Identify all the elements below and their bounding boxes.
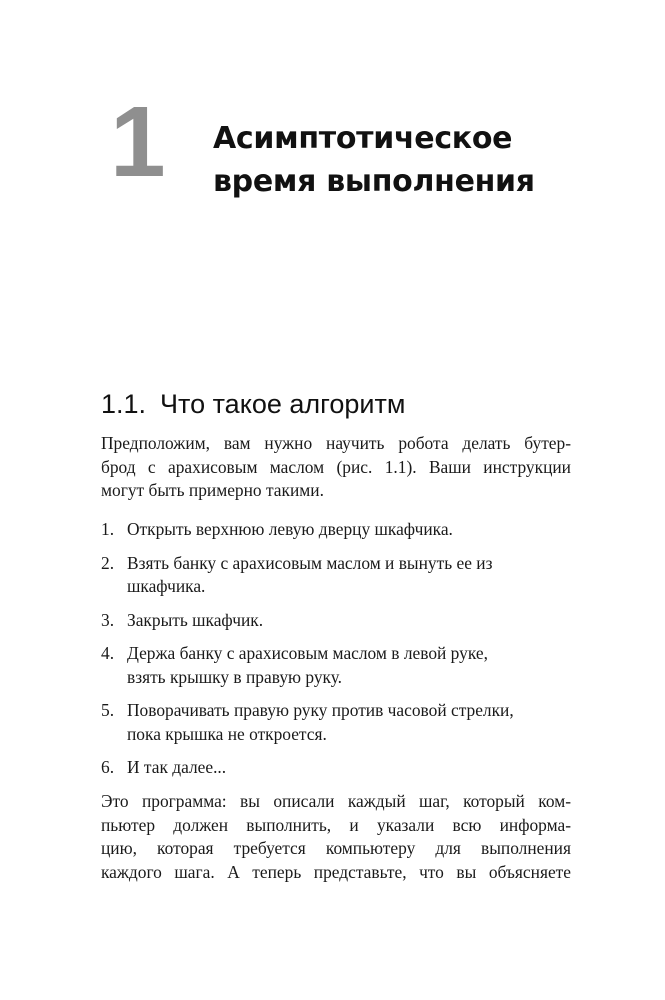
chapter-title [213,117,535,203]
section-title: Что такое алгоритм [160,389,406,419]
text-line: пьютер должен выполнить, и указали всю информа- [101,814,571,835]
section-heading [101,387,405,421]
list-item-number: 4. [101,643,115,663]
chapter-number: 1 [110,86,166,198]
text-line: Это программа: вы описали каждый шаг, который ком- [101,791,571,811]
list-item-text: И так далее... [127,757,227,777]
list-item-text: Держа банку с арахисовым маслом в левой руке, [127,643,488,663]
chapter-title-line: время выполнения [213,164,535,199]
list-item-text: Закрыть шкафчик. [127,609,264,630]
text-line: могут быть примерно такими. [101,480,324,500]
list-item-number: 1. [101,519,115,539]
list-item [101,699,576,746]
list-item [101,518,576,542]
list-item-text: пока крышка не откроется. [127,723,327,744]
text-line: Предположим, вам нужно научить робота делать бутер- [101,433,571,453]
list-item-number: 3. [101,609,115,630]
text-line: брод с арахисовым маслом (рис. 1.1). Ваши инструкции [101,456,571,477]
list-item [101,609,576,633]
text-line: каждого шага. А теперь представьте, что вы объясняете [101,861,571,882]
outro-paragraph [101,790,571,884]
list-item-number: 2. [101,552,115,573]
instruction-list [101,518,576,790]
list-item-number: 5. [101,700,115,720]
list-item-text: шкафчика. [127,576,206,596]
list-item [101,552,576,599]
section-number: 1.1. [101,389,147,419]
intro-paragraph [101,432,571,503]
list-item-text: Открыть верхнюю левую дверцу шкафчика. [127,519,453,539]
list-item [101,642,576,689]
list-item-number: 6. [101,757,115,777]
list-item-text: Поворачивать правую руку против часовой стрелки, [127,700,514,720]
text-line: цию, которая требуется компьютеру для выполнения [101,838,571,858]
list-item-text: взять крышку в правую руку. [127,666,343,687]
list-item-text: Взять банку с арахисовым маслом и вынуть ее из [127,552,493,573]
list-item [101,756,576,780]
chapter-title-line: Асимптотическое [213,121,513,156]
